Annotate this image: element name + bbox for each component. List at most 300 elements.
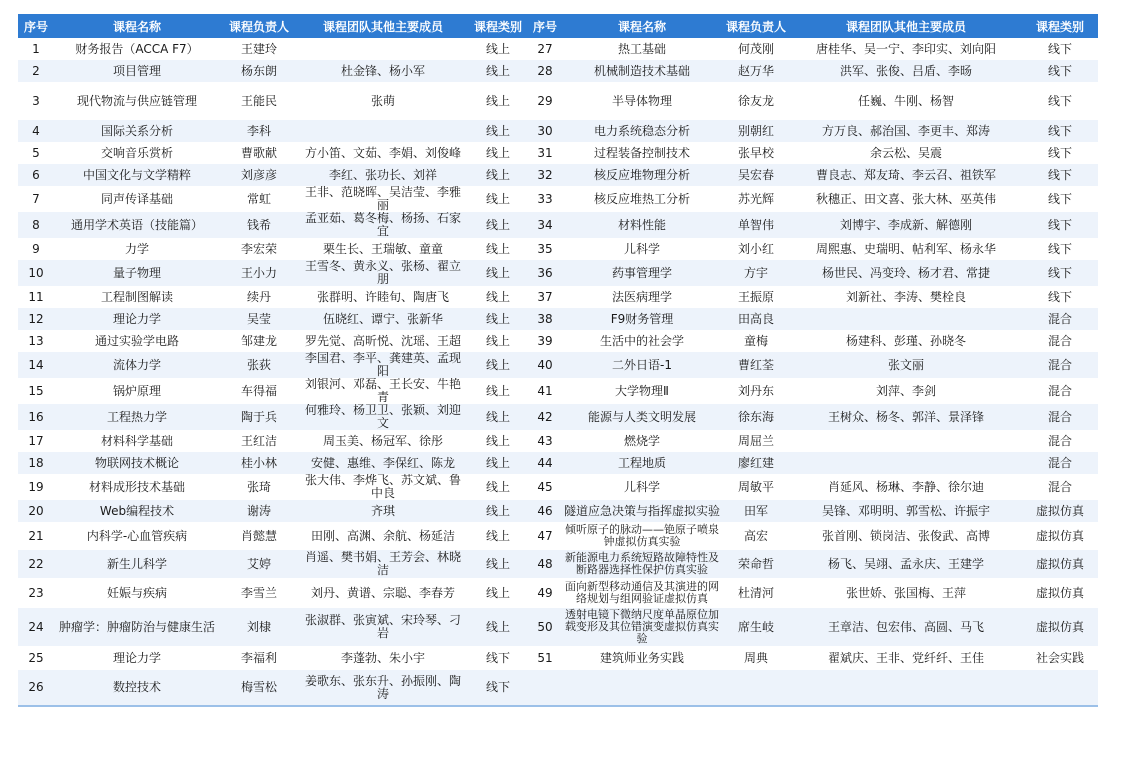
cell-team-members: 李国君、李平、龚建英、孟现阳	[298, 352, 468, 378]
cell-team-members: 罗先觉、高昕悦、沈瑶、王超	[298, 330, 468, 352]
cell-team-members	[790, 430, 1022, 452]
cell-index: 37	[528, 286, 562, 308]
cell-index: 9	[18, 238, 54, 260]
cell-category: 混合	[1022, 330, 1098, 352]
cell-index: 4	[18, 120, 54, 142]
cell-lead: 王小力	[220, 260, 298, 286]
cell-course-name: 理论力学	[54, 646, 220, 670]
cell-team-members: 伍晓红、谭宁、张新华	[298, 308, 468, 330]
cell-lead: 田军	[722, 500, 790, 522]
cell-team-members: 肖遥、樊书娟、王芳会、林晓洁	[298, 550, 468, 578]
cell-team-members: 方万良、郝治国、李更丰、郑涛	[790, 120, 1022, 142]
cell-category: 线下	[468, 646, 528, 670]
cell-team-members: 刘丹、黄谱、宗聪、李春芳	[298, 578, 468, 608]
cell-course-name: 材料成形技术基础	[54, 474, 220, 500]
table-row	[18, 578, 1098, 608]
cell-lead: 周屈兰	[722, 430, 790, 452]
cell-lead: 吴宏春	[722, 164, 790, 186]
cell-category: 虚拟仿真	[1022, 500, 1098, 522]
cell-team-members	[298, 38, 468, 60]
cell-category: 混合	[1022, 474, 1098, 500]
cell-category: 线上	[468, 260, 528, 286]
cell-category: 虚拟仿真	[1022, 522, 1098, 550]
cell-lead: 车得福	[220, 378, 298, 404]
cell-category: 线上	[468, 578, 528, 608]
cell-index: 22	[18, 550, 54, 578]
cell-index: 14	[18, 352, 54, 378]
cell-course-name: 生活中的社会学	[562, 330, 722, 352]
cell-team-members: 杜金锋、杨小军	[298, 60, 468, 82]
cell-course-name: 工程热力学	[54, 404, 220, 430]
cell-course-name: 机械制造技术基础	[562, 60, 722, 82]
cell-lead: 谢涛	[220, 500, 298, 522]
cell-lead: 周典	[722, 646, 790, 670]
cell-course-name: 锅炉原理	[54, 378, 220, 404]
cell-lead: 王建玲	[220, 38, 298, 60]
cell-index: 12	[18, 308, 54, 330]
cell-lead: 张琦	[220, 474, 298, 500]
cell-lead: 苏光辉	[722, 186, 790, 212]
cell-team-members	[790, 670, 1022, 706]
cell-category: 线下	[1022, 286, 1098, 308]
cell-team-members: 刘新社、李涛、樊栓良	[790, 286, 1022, 308]
cell-team-members: 王非、范晓晖、吴洁莹、李雅丽	[298, 186, 468, 212]
cell-team-members: 王章洁、包宏伟、高圆、马飞	[790, 608, 1022, 646]
cell-lead: 邹建龙	[220, 330, 298, 352]
cell-category: 线下	[1022, 38, 1098, 60]
cell-category: 混合	[1022, 404, 1098, 430]
cell-category: 线上	[468, 550, 528, 578]
cell-category: 线上	[468, 212, 528, 238]
cell-lead: 王能民	[220, 82, 298, 120]
cell-index: 11	[18, 286, 54, 308]
cell-index: 17	[18, 430, 54, 452]
cell-category: 线下	[468, 670, 528, 706]
cell-team-members: 刘萍、李剑	[790, 378, 1022, 404]
cell-index: 46	[528, 500, 562, 522]
table-row	[18, 500, 1098, 522]
cell-team-members: 余云松、吴震	[790, 142, 1022, 164]
cell-team-members: 吴锋、邓明明、郭雪松、许振宇	[790, 500, 1022, 522]
cell-lead: 肖懿慧	[220, 522, 298, 550]
cell-index: 51	[528, 646, 562, 670]
cell-index: 27	[528, 38, 562, 60]
table-row	[18, 308, 1098, 330]
cell-lead: 钱希	[220, 212, 298, 238]
cell-category: 线下	[1022, 82, 1098, 120]
table-header-row	[18, 14, 1098, 38]
cell-team-members	[298, 120, 468, 142]
cell-lead: 杨东朗	[220, 60, 298, 82]
cell-index: 39	[528, 330, 562, 352]
cell-course-name: 燃烧学	[562, 430, 722, 452]
cell-team-members: 张萌	[298, 82, 468, 120]
table-row	[18, 474, 1098, 500]
cell-team-members: 翟斌庆、王非、党纤纤、王佳	[790, 646, 1022, 670]
cell-lead: 席生岐	[722, 608, 790, 646]
cell-team-members: 周玉美、杨冠军、徐彤	[298, 430, 468, 452]
cell-course-name: 新生儿科学	[54, 550, 220, 578]
cell-category: 线下	[1022, 142, 1098, 164]
cell-category: 线上	[468, 430, 528, 452]
cell-category: 线上	[468, 352, 528, 378]
cell-course-name: 核反应堆物理分析	[562, 164, 722, 186]
cell-category: 线下	[1022, 212, 1098, 238]
cell-index: 26	[18, 670, 54, 706]
cell-index: 5	[18, 142, 54, 164]
cell-course-name: 大学物理Ⅱ	[562, 378, 722, 404]
cell-index: 29	[528, 82, 562, 120]
table-row	[18, 164, 1098, 186]
cell-index: 15	[18, 378, 54, 404]
cell-lead: 张早校	[722, 142, 790, 164]
cell-index: 32	[528, 164, 562, 186]
cell-team-members: 肖延风、杨琳、李静、徐尔迪	[790, 474, 1022, 500]
cell-course-name: 新能源电力系统短路故障特性及断路器选择性保护仿真实验	[562, 550, 722, 578]
cell-index: 43	[528, 430, 562, 452]
cell-team-members: 张文丽	[790, 352, 1022, 378]
cell-index: 25	[18, 646, 54, 670]
cell-course-name: 妊娠与疾病	[54, 578, 220, 608]
cell-category: 线上	[468, 164, 528, 186]
cell-index: 48	[528, 550, 562, 578]
cell-course-name: 电力系统稳态分析	[562, 120, 722, 142]
cell-lead: 常虹	[220, 186, 298, 212]
cell-index: 28	[528, 60, 562, 82]
cell-course-name: 力学	[54, 238, 220, 260]
cell-course-name: 同声传译基础	[54, 186, 220, 212]
cell-category: 混合	[1022, 452, 1098, 474]
cell-course-name: 流体力学	[54, 352, 220, 378]
cell-index: 30	[528, 120, 562, 142]
cell-team-members: 刘博宇、李成新、解德刚	[790, 212, 1022, 238]
cell-course-name: 工程地质	[562, 452, 722, 474]
cell-category: 社会实践	[1022, 646, 1098, 670]
cell-category: 线下	[1022, 186, 1098, 212]
cell-category: 线上	[468, 500, 528, 522]
cell-lead: 杜清河	[722, 578, 790, 608]
cell-index: 19	[18, 474, 54, 500]
cell-team-members: 洪军、张俊、吕盾、李旸	[790, 60, 1022, 82]
cell-course-name: 财务报告（ACCA F7）	[54, 38, 220, 60]
cell-index	[528, 670, 562, 706]
cell-team-members: 张淑群、张寅斌、宋玲琴、刁岩	[298, 608, 468, 646]
cell-index: 13	[18, 330, 54, 352]
cell-team-members: 唐桂华、吴一宁、李印实、刘向阳	[790, 38, 1022, 60]
cell-course-name: 量子物理	[54, 260, 220, 286]
cell-index: 49	[528, 578, 562, 608]
cell-category: 虚拟仿真	[1022, 578, 1098, 608]
cell-category: 线上	[468, 474, 528, 500]
cell-category: 虚拟仿真	[1022, 608, 1098, 646]
header-lead-2: 课程负责人	[722, 14, 790, 38]
cell-lead	[722, 670, 790, 706]
cell-team-members: 李蓬勃、朱小宇	[298, 646, 468, 670]
cell-category: 线上	[468, 404, 528, 430]
cell-lead: 曹歌献	[220, 142, 298, 164]
cell-course-name: 内科学-心血管疾病	[54, 522, 220, 550]
cell-index: 21	[18, 522, 54, 550]
cell-lead: 徐友龙	[722, 82, 790, 120]
cell-lead: 续丹	[220, 286, 298, 308]
cell-lead: 吴莹	[220, 308, 298, 330]
cell-course-name: 面向新型移动通信及其演进的网络规划与组网验证虚拟仿真	[562, 578, 722, 608]
cell-category: 线上	[468, 378, 528, 404]
cell-team-members: 王雪冬、黄永义、张杨、翟立朋	[298, 260, 468, 286]
cell-lead: 刘彦彦	[220, 164, 298, 186]
header-course-name: 课程名称	[54, 14, 220, 38]
header-category: 课程类别	[468, 14, 528, 38]
cell-course-name: 工程制图解读	[54, 286, 220, 308]
cell-category: 线上	[468, 120, 528, 142]
cell-course-name: 通过实验学电路	[54, 330, 220, 352]
cell-lead: 荣命哲	[722, 550, 790, 578]
cell-lead: 何茂刚	[722, 38, 790, 60]
cell-category: 线上	[468, 286, 528, 308]
table-row	[18, 120, 1098, 142]
cell-lead: 李福利	[220, 646, 298, 670]
cell-lead: 别朝红	[722, 120, 790, 142]
cell-team-members: 齐琪	[298, 500, 468, 522]
cell-lead: 童梅	[722, 330, 790, 352]
cell-category: 线下	[1022, 238, 1098, 260]
cell-team-members: 田刚、高渊、余航、杨延洁	[298, 522, 468, 550]
cell-team-members: 曹良志、郑友琦、李云召、祖铁军	[790, 164, 1022, 186]
cell-index: 33	[528, 186, 562, 212]
cell-course-name: 透射电镜下微纳尺度单晶原位加载变形及其位错演变虚拟仿真实验	[562, 608, 722, 646]
cell-category: 线下	[1022, 60, 1098, 82]
cell-course-name: 交响音乐赏析	[54, 142, 220, 164]
cell-team-members: 秋穗正、田文喜、张大林、巫英伟	[790, 186, 1022, 212]
cell-course-name: 法医病理学	[562, 286, 722, 308]
table-row	[18, 646, 1098, 670]
cell-lead: 桂小林	[220, 452, 298, 474]
table-row	[18, 82, 1098, 120]
cell-lead: 陶于兵	[220, 404, 298, 430]
header-lead: 课程负责人	[220, 14, 298, 38]
cell-index: 44	[528, 452, 562, 474]
cell-team-members: 杨飞、吴翊、孟永庆、王建学	[790, 550, 1022, 578]
cell-index: 16	[18, 404, 54, 430]
cell-course-name: 通用学术英语（技能篇）	[54, 212, 220, 238]
header-index: 序号	[18, 14, 54, 38]
cell-team-members	[790, 308, 1022, 330]
cell-course-name: 现代物流与供应链管理	[54, 82, 220, 120]
cell-category: 线上	[468, 308, 528, 330]
cell-category: 线下	[1022, 164, 1098, 186]
cell-team-members: 张首刚、锁岗洁、张俊武、高博	[790, 522, 1022, 550]
cell-team-members: 栗生长、王瑞敏、童童	[298, 238, 468, 260]
cell-index: 47	[528, 522, 562, 550]
cell-team-members	[790, 452, 1022, 474]
cell-course-name: 倾听原子的脉动——铯原子喷泉钟虚拟仿真实验	[562, 522, 722, 550]
cell-course-name: F9财务管理	[562, 308, 722, 330]
cell-category: 线上	[468, 142, 528, 164]
table-row	[18, 38, 1098, 60]
table-row	[18, 522, 1098, 550]
cell-team-members: 王树众、杨冬、郭洋、景泽锋	[790, 404, 1022, 430]
cell-index: 35	[528, 238, 562, 260]
cell-index: 36	[528, 260, 562, 286]
cell-course-name: 物联网技术概论	[54, 452, 220, 474]
cell-team-members: 杨世民、冯变玲、杨才君、常捷	[790, 260, 1022, 286]
cell-category: 混合	[1022, 378, 1098, 404]
table-row	[18, 352, 1098, 378]
cell-index: 38	[528, 308, 562, 330]
cell-index: 45	[528, 474, 562, 500]
cell-lead: 王振原	[722, 286, 790, 308]
table-body	[18, 38, 1098, 706]
cell-category	[1022, 670, 1098, 706]
cell-index: 1	[18, 38, 54, 60]
header-category-2: 课程类别	[1022, 14, 1098, 38]
table-row	[18, 286, 1098, 308]
cell-index: 31	[528, 142, 562, 164]
cell-category: 线上	[468, 330, 528, 352]
cell-lead: 张荻	[220, 352, 298, 378]
table-row	[18, 142, 1098, 164]
cell-team-members: 孟亚茹、葛冬梅、杨扬、石家宜	[298, 212, 468, 238]
cell-index: 3	[18, 82, 54, 120]
cell-index: 23	[18, 578, 54, 608]
cell-category: 线上	[468, 186, 528, 212]
cell-index: 40	[528, 352, 562, 378]
table-row	[18, 212, 1098, 238]
cell-index: 2	[18, 60, 54, 82]
cell-index: 50	[528, 608, 562, 646]
cell-category: 线下	[1022, 260, 1098, 286]
cell-lead: 梅雪松	[220, 670, 298, 706]
cell-category: 混合	[1022, 308, 1098, 330]
table-row	[18, 608, 1098, 646]
table-row	[18, 404, 1098, 430]
course-table-container	[18, 14, 1098, 707]
cell-team-members: 张大伟、李烨飞、苏文斌、鲁中良	[298, 474, 468, 500]
cell-index: 41	[528, 378, 562, 404]
cell-lead: 刘小红	[722, 238, 790, 260]
cell-lead: 刘棣	[220, 608, 298, 646]
cell-course-name: 隧道应急决策与指挥虚拟实验	[562, 500, 722, 522]
cell-lead: 周敏平	[722, 474, 790, 500]
cell-course-name: 建筑师业务实践	[562, 646, 722, 670]
cell-course-name: 项目管理	[54, 60, 220, 82]
header-team-members: 课程团队其他主要成员	[298, 14, 468, 38]
cell-team-members: 张世娇、张国梅、王萍	[790, 578, 1022, 608]
cell-lead: 李雪兰	[220, 578, 298, 608]
cell-team-members: 何雅玲、杨卫卫、张颖、刘迎文	[298, 404, 468, 430]
cell-course-name: 过程装备控制技术	[562, 142, 722, 164]
cell-index: 42	[528, 404, 562, 430]
cell-index: 8	[18, 212, 54, 238]
cell-lead: 李科	[220, 120, 298, 142]
cell-course-name: 中国文化与文学精粹	[54, 164, 220, 186]
table-row	[18, 260, 1098, 286]
table-row	[18, 186, 1098, 212]
cell-category: 线上	[468, 82, 528, 120]
cell-category: 线上	[468, 60, 528, 82]
cell-lead: 田高良	[722, 308, 790, 330]
table-row	[18, 238, 1098, 260]
cell-team-members: 杨建科、彭瑾、孙晓冬	[790, 330, 1022, 352]
table-row	[18, 378, 1098, 404]
cell-team-members: 安健、惠维、李保红、陈龙	[298, 452, 468, 474]
cell-course-name: 半导体物理	[562, 82, 722, 120]
cell-index: 7	[18, 186, 54, 212]
cell-index: 20	[18, 500, 54, 522]
cell-course-name: 核反应堆热工分析	[562, 186, 722, 212]
cell-lead: 曹红荃	[722, 352, 790, 378]
cell-index: 6	[18, 164, 54, 186]
cell-category: 线上	[468, 38, 528, 60]
cell-lead: 刘丹东	[722, 378, 790, 404]
cell-category: 线上	[468, 522, 528, 550]
cell-lead: 艾婷	[220, 550, 298, 578]
cell-lead: 单智伟	[722, 212, 790, 238]
cell-category: 混合	[1022, 430, 1098, 452]
cell-category: 线上	[468, 238, 528, 260]
cell-category: 线下	[1022, 120, 1098, 142]
cell-category: 混合	[1022, 352, 1098, 378]
table-row	[18, 430, 1098, 452]
cell-index: 10	[18, 260, 54, 286]
cell-category: 虚拟仿真	[1022, 550, 1098, 578]
cell-lead: 高宏	[722, 522, 790, 550]
header-index-2: 序号	[528, 14, 562, 38]
cell-course-name	[562, 670, 722, 706]
table-row	[18, 550, 1098, 578]
cell-course-name: 材料性能	[562, 212, 722, 238]
cell-course-name: 肿瘤学：肿瘤防治与健康生活	[54, 608, 220, 646]
cell-index: 18	[18, 452, 54, 474]
cell-course-name: 二外日语-1	[562, 352, 722, 378]
cell-lead: 徐东海	[722, 404, 790, 430]
cell-category: 线上	[468, 452, 528, 474]
cell-index: 24	[18, 608, 54, 646]
cell-lead: 赵万华	[722, 60, 790, 82]
cell-index: 34	[528, 212, 562, 238]
cell-course-name: 能源与人类文明发展	[562, 404, 722, 430]
cell-course-name: 儿科学	[562, 238, 722, 260]
cell-course-name: 药事管理学	[562, 260, 722, 286]
cell-team-members: 方小笛、文茹、李娟、刘俊峰	[298, 142, 468, 164]
cell-course-name: 数控技术	[54, 670, 220, 706]
table-row	[18, 60, 1098, 82]
table-row	[18, 670, 1098, 706]
cell-team-members: 李红、张功长、刘祥	[298, 164, 468, 186]
cell-team-members: 姜歌东、张东升、孙振刚、陶涛	[298, 670, 468, 706]
header-course-name-2: 课程名称	[562, 14, 722, 38]
cell-team-members: 周熙惠、史瑞明、帖利军、杨永华	[790, 238, 1022, 260]
cell-category: 线上	[468, 608, 528, 646]
header-team-members-2: 课程团队其他主要成员	[790, 14, 1022, 38]
cell-course-name: 热工基础	[562, 38, 722, 60]
cell-course-name: 儿科学	[562, 474, 722, 500]
cell-team-members: 张群明、许睦旬、陶唐飞	[298, 286, 468, 308]
course-table	[18, 14, 1098, 707]
cell-team-members: 刘银河、邓磊、王长安、牛艳青	[298, 378, 468, 404]
cell-course-name: 材料科学基础	[54, 430, 220, 452]
cell-lead: 李宏荣	[220, 238, 298, 260]
table-row	[18, 330, 1098, 352]
cell-team-members: 任巍、牛刚、杨智	[790, 82, 1022, 120]
cell-course-name: 理论力学	[54, 308, 220, 330]
cell-course-name: Web编程技术	[54, 500, 220, 522]
cell-lead: 王红洁	[220, 430, 298, 452]
cell-lead: 方宇	[722, 260, 790, 286]
cell-lead: 廖红建	[722, 452, 790, 474]
cell-course-name: 国际关系分析	[54, 120, 220, 142]
table-row	[18, 452, 1098, 474]
